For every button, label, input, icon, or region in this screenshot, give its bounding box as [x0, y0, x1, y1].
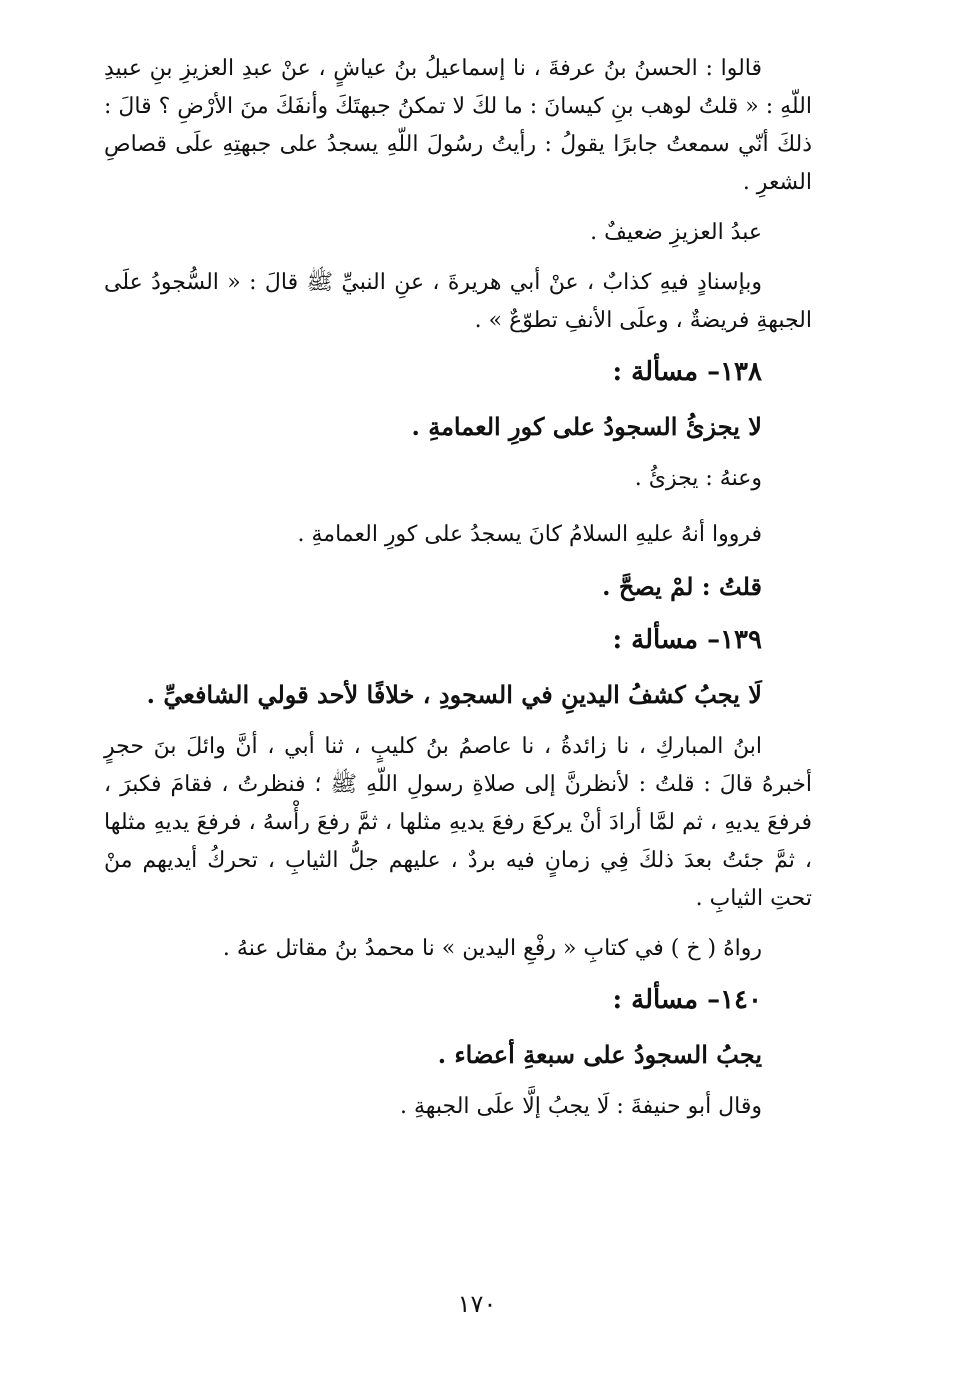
spacer	[104, 918, 812, 930]
report-paragraph: فرووا أنهُ عليهِ السلامُ كانَ يسجدُ على كورِ العمامةِ .	[297, 522, 762, 547]
issue-ruling: لا يجزئُ السجودُ على كورِ العمامةِ .	[411, 412, 762, 441]
spacer	[104, 1076, 812, 1088]
spacer	[104, 252, 812, 264]
source-note: رواهُ ( خ ) في كتابِ « رفْعِ اليدين » نا محمدُ بنُ مقاتل عنهُ .	[222, 936, 762, 961]
opinion-paragraph: وعنهُ : يجزئُ .	[634, 466, 762, 491]
page-body	[104, 50, 812, 1126]
hadith-paragraph: وبإسنادٍ فيهِ كذابٌ ، عنْ أبي هريرةَ ، عنِ النبيِّ ﷺ قالَ : « السُّجودُ علَى الجبهةِ فريضةٌ ، وعلَى الأنفِ تطوّعٌ » .	[104, 270, 812, 333]
spacer	[104, 202, 812, 214]
issue-ruling: يجبُ السجودُ على سبعةِ أعضاء .	[437, 1040, 762, 1069]
spacer	[104, 448, 812, 460]
spacer	[104, 498, 812, 516]
issue-heading-140: ١٤٠– مسألة :	[612, 985, 762, 1015]
issue-ruling: لَا يجبُ كشفُ اليدينِ في السجودِ ، خلافًا لأحد قولي الشافعيِّ .	[146, 680, 762, 709]
issue-heading-139: ١٣٩– مسألة :	[612, 625, 762, 655]
page-number: ١٧٠	[457, 1290, 497, 1318]
hadith-paragraph: ابنُ المباركِ ، نا زائدةُ ، نا عاصمُ بنُ كليبٍ ، ثنا أبي ، أنَّ وائلَ بنَ حجرٍ أخبرهُ قالَ : قلتُ : لأنظرنَّ إلى صلاةِ رسولِ اللّهِ ﷺ ؛ فنظرتُ ، فقامَ فكبرَ ، فرفعَ يديهِ ، ثم لمَّا أرادَ أنْ يركعَ رفعَ يديهِ مثلها ، ثمَّ رفعَ رأْسهُ ، فرفعَ يديهِ مثلها ، ثمَّ جئتُ بعدَ ذلكَ فِي زمانٍ فيه بردٌ ، عليهم جلُّ الثيابِ ، تحركُ أيديهم منْ تحتِ الثيابِ .	[104, 734, 812, 911]
narrator-note: عبدُ العزيزِ ضعيفٌ .	[590, 220, 762, 245]
author-comment: قلتُ : لمْ يصحَّ .	[602, 572, 762, 601]
spacer	[104, 716, 812, 728]
issue-heading-138: ١٣٨– مسألة :	[612, 357, 762, 387]
opinion-paragraph: وقال أبو حنيفةَ : لَا يجبُ إلَّا علَى الجبهةِ .	[399, 1094, 762, 1119]
hadith-paragraph: قالوا : الحسنُ بنُ عرفةَ ، نا إسماعيلُ بنُ عياشٍ ، عنْ عبدِ العزيزِ بنِ عبيدِ اللّهِ : « قلتُ لوهب بنِ كيسانَ : ما لكَ لا تمكنُ جبهتَكَ وأنفَكَ منَ الأرْضِ ؟ قالَ : ذلكَ أنّي سمعتُ جابرًا يقولُ : رأيتُ رسُولَ اللّهِ يسجدُ على جبهتِهِ علَى قصاصِ الشعرِ .	[103, 56, 812, 195]
